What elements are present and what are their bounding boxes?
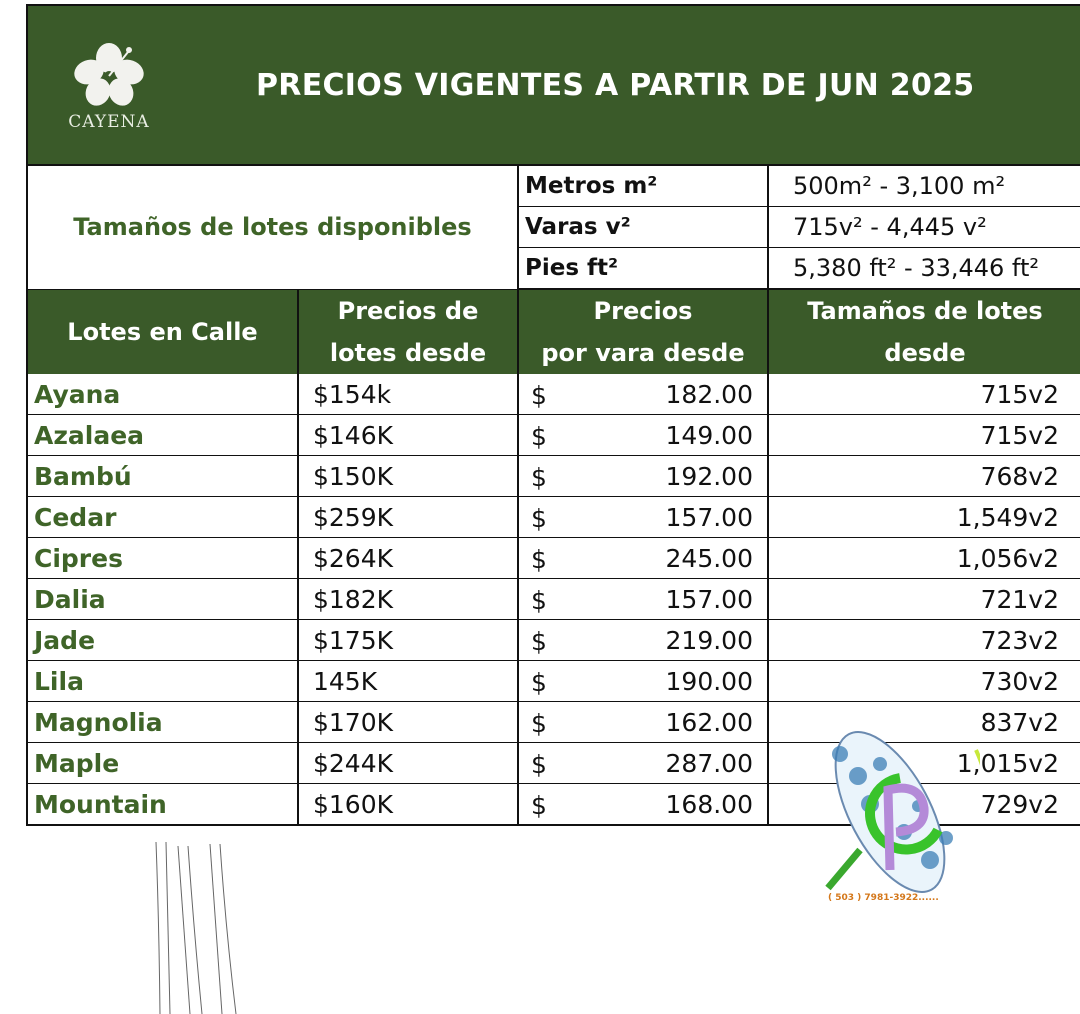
table-row bbox=[28, 497, 1080, 538]
price-per-vara: 192.00 bbox=[665, 461, 753, 491]
lot-size: 1,015v2 bbox=[768, 743, 1080, 784]
table-row bbox=[28, 579, 1080, 620]
lot-price: $154k bbox=[298, 374, 518, 415]
currency-symbol: $ bbox=[531, 545, 547, 574]
table-row bbox=[28, 415, 1080, 456]
lot-size: 730v2 bbox=[768, 661, 1080, 702]
price-per-vara-cell bbox=[518, 702, 768, 743]
currency-symbol: $ bbox=[531, 791, 547, 820]
lot-price: $160K bbox=[298, 784, 518, 826]
lot-size: 1,549v2 bbox=[768, 497, 1080, 538]
lot-size: 721v2 bbox=[768, 579, 1080, 620]
street-name: Mountain bbox=[28, 784, 298, 826]
lot-size: 715v2 bbox=[768, 415, 1080, 456]
street-name: Magnolia bbox=[28, 702, 298, 743]
lot-price: $264K bbox=[298, 538, 518, 579]
lot-size: 1,056v2 bbox=[768, 538, 1080, 579]
currency-symbol: $ bbox=[531, 750, 547, 779]
price-per-vara-cell bbox=[518, 456, 768, 497]
price-per-vara: 219.00 bbox=[665, 625, 753, 655]
price-sheet bbox=[26, 4, 1080, 826]
lot-price: $146K bbox=[298, 415, 518, 456]
price-per-vara-cell bbox=[518, 743, 768, 784]
price-per-vara: 157.00 bbox=[665, 502, 753, 532]
decorative-lines bbox=[150, 842, 250, 1014]
unit-meters: Metros m² bbox=[518, 166, 768, 207]
currency-symbol: $ bbox=[531, 668, 547, 697]
street-name: Maple bbox=[28, 743, 298, 784]
lot-size: 729v2 bbox=[768, 784, 1080, 826]
price-per-vara: 149.00 bbox=[665, 420, 753, 450]
price-per-vara-cell bbox=[518, 538, 768, 579]
price-per-vara: 168.00 bbox=[665, 789, 753, 819]
price-per-vara: 182.00 bbox=[665, 379, 753, 409]
price-per-vara: 162.00 bbox=[665, 707, 753, 737]
range-varas: 715v² - 4,445 v² bbox=[768, 207, 1080, 248]
table-row bbox=[28, 538, 1080, 579]
street-name: Ayana bbox=[28, 374, 298, 415]
unit-varas: Varas v² bbox=[518, 207, 768, 248]
currency-symbol: $ bbox=[531, 463, 547, 492]
range-meters: 500m² - 3,100 m² bbox=[768, 166, 1080, 207]
price-per-vara-cell bbox=[518, 374, 768, 415]
surfboard-watermark-logo bbox=[800, 720, 980, 900]
col-header-street: Lotes en Calle bbox=[28, 290, 298, 374]
price-per-vara-cell bbox=[518, 579, 768, 620]
price-per-vara-cell bbox=[518, 415, 768, 456]
lot-size: 768v2 bbox=[768, 456, 1080, 497]
table-row bbox=[28, 374, 1080, 415]
currency-symbol: $ bbox=[531, 586, 547, 615]
lot-price: $150K bbox=[298, 456, 518, 497]
street-name: Cipres bbox=[28, 538, 298, 579]
currency-symbol: $ bbox=[531, 709, 547, 738]
price-per-vara-cell bbox=[518, 620, 768, 661]
street-name: Bambú bbox=[28, 456, 298, 497]
range-feet: 5,380 ft² - 33,446 ft² bbox=[768, 248, 1080, 290]
lot-price: $259K bbox=[298, 497, 518, 538]
currency-symbol: $ bbox=[531, 627, 547, 656]
lot-size: 837v2 bbox=[768, 702, 1080, 743]
lot-price: $170K bbox=[298, 702, 518, 743]
price-per-vara: 245.00 bbox=[665, 543, 753, 573]
lot-price: $175K bbox=[298, 620, 518, 661]
watermark-phone: ( 503 ) 7981-3922...... bbox=[828, 893, 939, 903]
col-header-lot-price: Precios de lotes desde bbox=[298, 290, 518, 374]
street-name: Dalia bbox=[28, 579, 298, 620]
currency-symbol: $ bbox=[531, 504, 547, 533]
price-per-vara-cell bbox=[518, 784, 768, 826]
price-per-vara-cell bbox=[518, 661, 768, 702]
table-row bbox=[28, 620, 1080, 661]
lot-size: 723v2 bbox=[768, 620, 1080, 661]
table-row bbox=[28, 661, 1080, 702]
price-per-vara: 287.00 bbox=[665, 748, 753, 778]
lot-price: $182K bbox=[298, 579, 518, 620]
street-name: Lila bbox=[28, 661, 298, 702]
price-per-vara: 157.00 bbox=[665, 584, 753, 614]
brand-logo bbox=[54, 42, 164, 132]
street-name: Jade bbox=[28, 620, 298, 661]
street-name: Cedar bbox=[28, 497, 298, 538]
lot-size-summary bbox=[28, 166, 1080, 290]
street-name: Azalaea bbox=[28, 415, 298, 456]
brand-name: CAYENA bbox=[68, 112, 150, 132]
col-header-price-per-vara: Precios por vara desde bbox=[518, 290, 768, 374]
lot-sizes-label: Tamaños de lotes disponibles bbox=[28, 166, 518, 289]
table-row bbox=[28, 456, 1080, 497]
lot-price: $244K bbox=[298, 743, 518, 784]
page-title: PRECIOS VIGENTES A PARTIR DE JUN 2025 bbox=[256, 68, 975, 103]
header-banner bbox=[28, 6, 1080, 166]
currency-symbol: $ bbox=[531, 381, 547, 410]
unit-feet: Pies ft² bbox=[518, 248, 768, 290]
price-per-vara-cell bbox=[518, 497, 768, 538]
currency-symbol: $ bbox=[531, 422, 547, 451]
lot-size: 715v2 bbox=[768, 374, 1080, 415]
price-per-vara: 190.00 bbox=[665, 666, 753, 696]
col-header-lot-size: Tamaños de lotes desde bbox=[768, 290, 1080, 374]
lot-price: 145K bbox=[298, 661, 518, 702]
hibiscus-flower-icon bbox=[72, 42, 146, 108]
